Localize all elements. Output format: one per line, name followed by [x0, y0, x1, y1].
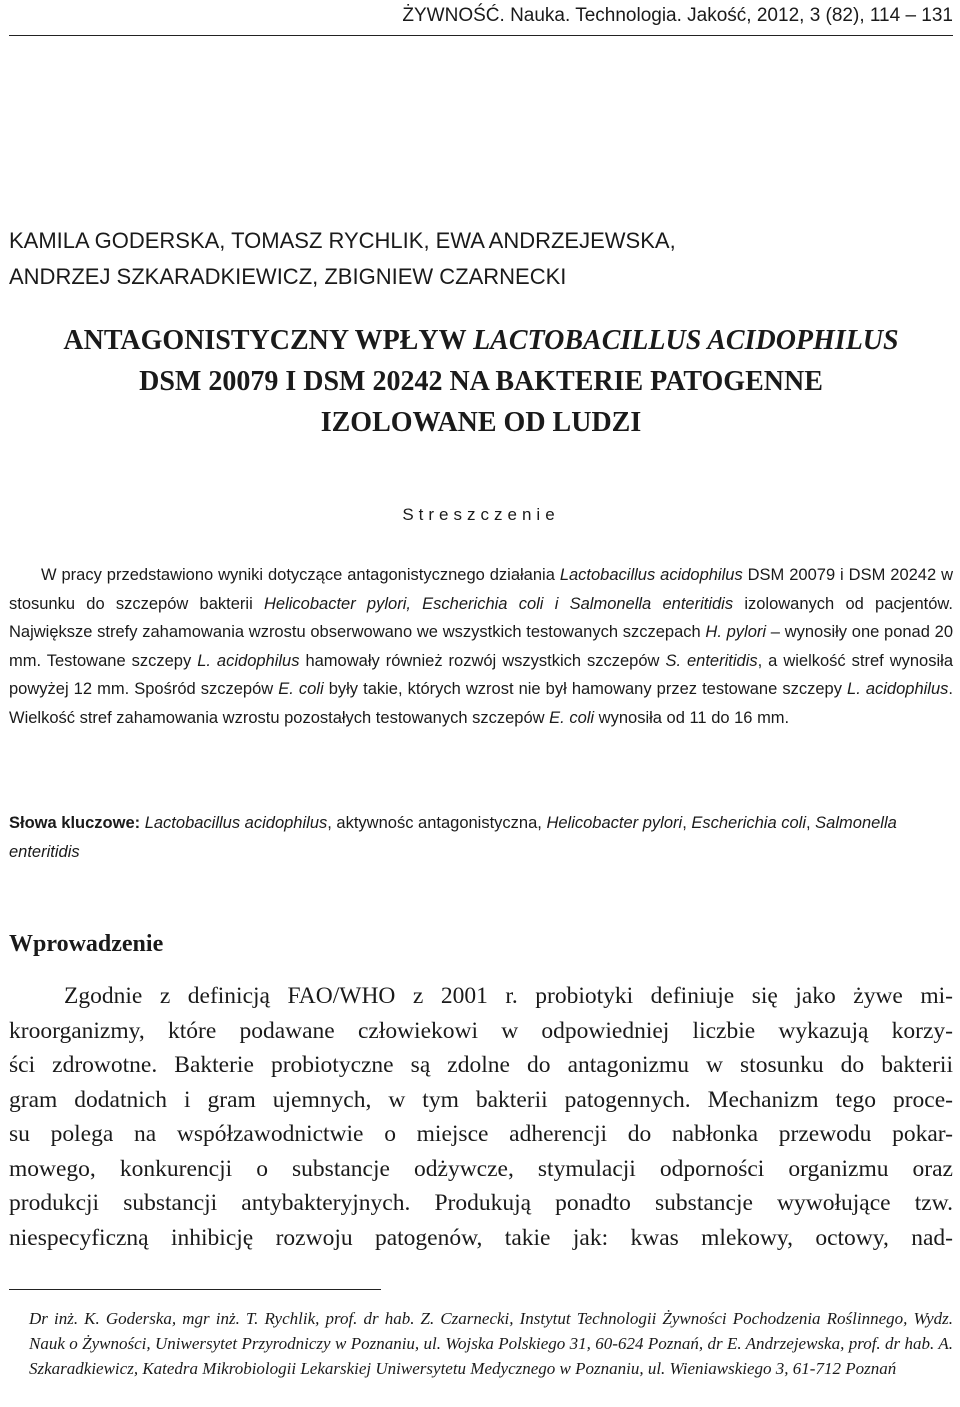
- abstract: [9, 561, 953, 732]
- abstract-species: Helicobacter pylori, Escherichia coli i Salmonella enteritidis: [263, 594, 734, 613]
- keyword: Helicobacter pylori: [546, 814, 683, 832]
- title-line-3: IZOLOWANE OD LUDZI: [320, 407, 642, 438]
- keyword: Escherichia coli: [691, 814, 806, 832]
- abstract-text: hamowały również rozwój wszystkich szczepów: [299, 651, 666, 670]
- intro-line: produkcji substancji antybakteryjnych. Produkują ponadto substancje wywołujące tzw.: [9, 1190, 953, 1216]
- authors-line-2: ANDRZEJ SZKARADKIEWICZ, ZBIGNIEW CZARNECKI: [9, 264, 567, 289]
- article-title: [9, 320, 953, 443]
- abstract-text: wynosiła od 11 do 16 mm.: [594, 708, 790, 727]
- abstract-paragraph: [9, 561, 953, 732]
- abstract-text: , a wielkość stref wynosiła powyżej 12 mm. Spośród szczepów: [9, 651, 953, 698]
- intro-line: Zgodnie z definicją FAO/WHO z 2001 r. probiotyki definiuje się jako żywe mi-: [64, 983, 953, 1009]
- keyword: Lactobacillus acidophilus: [140, 814, 328, 832]
- abstract-text: DSM 20079 i DSM 20242 w stosunku do szczepów bakterii: [9, 566, 953, 613]
- intro-text: [9, 979, 953, 1255]
- abstract-species: E. coli: [549, 708, 595, 727]
- abstract-text: . Wielkość stref zahamowania wzrostu pozostałych testowanych szczepów: [9, 680, 953, 727]
- intro-line: ści zdrowotne. Bakterie probiotyczne są zdolne do antagonizmu w stosunku do bakterii: [9, 1052, 953, 1078]
- intro-line: kroorganizmy, które podawane człowiekowi w odpowiedniej liczbie wykazują korzy-: [9, 1017, 953, 1044]
- title-text: ANTAGONISTYCZNY WPŁYW: [63, 325, 474, 356]
- header-rule: [9, 35, 953, 36]
- keyword-text: , aktywnośc antagonistyczna,: [327, 814, 547, 832]
- abstract-text: izolowanych od pacjentów. Największe strefy zahamowania wzrostu obserwowano we wszystkich testowanych szczepach: [9, 594, 954, 641]
- keywords-label: Słowa kluczowe:: [9, 814, 141, 832]
- authors: [9, 223, 953, 295]
- abstract-text: W pracy przedstawiono wyniki dotyczące antagonistycznego działania: [41, 566, 560, 584]
- intro-line: mowego, konkurencji o substancje odżywcze, stymulacji odporności organizmu oraz: [9, 1155, 953, 1182]
- title-line-2: DSM 20079 I DSM 20242 NA BAKTERIE PATOGENNE: [139, 366, 823, 397]
- abstract-species: L. acidophilus: [197, 651, 300, 670]
- section-heading: Wprowadzenie: [9, 931, 164, 957]
- abstract-text: – wynosiły one ponad 20 mm. Testowane szczepy: [9, 623, 953, 670]
- keywords: [9, 809, 953, 866]
- keyword: Salmonella enteritidis: [9, 814, 897, 861]
- footnote: [29, 1306, 953, 1381]
- keyword-separator: ,: [682, 814, 692, 832]
- footnote-text: Dr inż. K. Goderska, mgr inż. T. Rychlik, prof. dr hab. Z. Czarnecki, Instytut Technologii Żywności Pochodzenia Roślinnego, Wydz. Nauk o Żywności, Uniwersytet Przyrodniczy w Poznaniu, ul. Wojska Polskiego 31, 60-624 Poznań, dr E. Andrzejewska, prof. dr hab. A. Szkaradkiewicz, Katedra Mikrobiologii Lekarskiej Uniwersytetu Medycznego w Poznaniu, ul. Wieniawskiego 3, 61-712 Poznań: [29, 1309, 953, 1378]
- keyword-separator: ,: [806, 814, 816, 832]
- intro-line: niespecyficzną inhibicję rozwoju patogenów, takie jak: kwas mlekowy, octowy, nad-: [9, 1224, 953, 1251]
- title-line-1: [9, 320, 953, 361]
- intro-line: su polega na współzawodnictwie o miejsce adherencji do nabłonka przewodu pokar-: [9, 1121, 953, 1147]
- abstract-species: E. coli: [278, 680, 324, 698]
- title-species: LACTOBACILLUS ACIDOPHILUS: [473, 325, 899, 356]
- abstract-species: H. pylori: [705, 623, 767, 641]
- authors-line-1: KAMILA GODERSKA, TOMASZ RYCHLIK, EWA ANDRZEJEWSKA,: [9, 228, 676, 253]
- footnote-rule: [9, 1289, 381, 1290]
- abstract-text: były takie, których wzrost nie był hamowany przez testowane szczepy: [323, 680, 848, 698]
- intro-line: gram dodatnich i gram ujemnych, w tym bakterii patogennych. Mechanizm tego proce-: [9, 1086, 953, 1113]
- abstract-species: Lactobacillus acidophilus: [559, 566, 743, 584]
- abstract-heading: Streszczenie: [402, 505, 560, 524]
- journal-header: ŻYWNOŚĆ. Nauka. Technologia. Jakość, 2012, 3 (82), 114 – 131: [402, 5, 953, 26]
- abstract-species: L. acidophilus: [847, 680, 949, 698]
- abstract-species: S. enteritidis: [665, 651, 758, 670]
